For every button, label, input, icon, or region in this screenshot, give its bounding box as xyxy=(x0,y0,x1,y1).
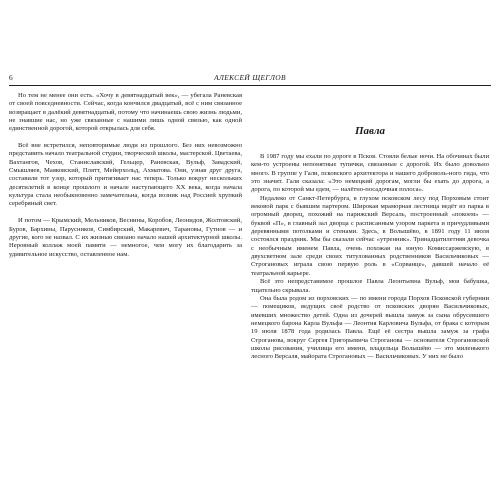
paragraph: Всё это непредставимое прошлое Павла Леонтьевна Вульф, моя бабушка, тщательно скрывала. xyxy=(251,278,489,294)
paragraph: В 1987 году мы ехали по дороге в Псков. Стояли белые ночи. На обочинах были кем-то устроены непонятные тупички, связанные с дорогой. Их было довольно много. В группе у Гали, псковского архитектора и нашего доброволь-ного гида, что это значит. Галя сказала: «Это немецкий дорогам, могли бы ехать до дорога, а дорога, по которой мы едем, — налётно-посадочная полоса». xyxy=(251,153,489,194)
running-title: АЛЕКСЕЙ ЩЕГЛОВ xyxy=(214,73,286,82)
chapter-title: Павла xyxy=(354,125,386,137)
paragraph: И потом — Крымский, Мельников, Веснины, Коробов, Леонидов, Жолтовский, Буров, Бархины, Парусников, Симбирский, Макаревич, Тарановы, Гутнов — и другие, кого не назвал. С их жизнью связано начало нашей архитектурной школы. Неровный коллаж моей памяти — немногое, чем могу их благодарить за удивительное искусство, оставленное нам. xyxy=(9,217,242,258)
left-column xyxy=(9,92,242,259)
paragraph: Всё вне встретился, неповторимые люди из прошлого. Без них невозможно представить начало театральной студии, творческой школы, мастерской. Цветаева, Вахтангов, Чехов, Станиславский, Гельцер, Раневская, Вульф, Завадский, Смышляев, Маяковский, Плятт, Мейерхольд, Ахматова. Они, узнав друг друга, составили тот узор, который притягивает нас теперь. Только вокруг нескольких десятилетий в конце прошлого и начале наступающего XX века, когда начала культура стала необыкновенно замечательна, когда возник над Россией хрупкий серебряный свет. xyxy=(9,142,242,208)
paragraph: Но тем не менее они есть. «Хочу в девятнадцатый век», — убегала Раневская от своей повседневности. Сейчас, когда кончился двадцатый, всё с ним связанное возвращает в далёкий девятнадцатый, потому что начинаешь свою жизнь людьми, не знавшие нас, но уже связанные с нашими лишь одной связью, как одной единственной дорогой, которой открылась для себя. xyxy=(9,92,242,133)
paragraph: Она была родом из порховских — по имени города Порхов Псковской губернии — помещиков, ведущих своё родство от псковских дворян Васильчиковых, имевших множество детей. Одна из дочерей вышла замуж за сына обрусевшего немецкого барона Карла Вульфа — Леонтия Карловича Вульфа, от брака с которым 19 июля 1878 года родилась Павла. Ещё её сестра вышла замуж за графа Строганова, вокруг Сергея Григорьевича Строганова — основателя Строгановской школы рисования, училища его имени, владельца Волышёво — это миленького лесного Версаля, майората Строгановых — Васильчиковых. У них не было xyxy=(251,294,489,361)
paragraph: Недалеко от Санкт-Петербурга, в глухом псковском лесу под Порховым стоит вековой парк с бывшим партером. Широкая мраморная лестница ведёт из парка в огромный дворец, похожий на парижский Версаль, построенный «покоем» — буквой «П», в главный зал дворца с расписанным узором паркета и причудливыми деревянными потолками и стенами. Здесь, в Волышёво, в 1891 году 11 июля состоялся праздник. Мы бы сказали сейчас «утренник». Тринадцатилетняя девочка с необычным именем Павла, очень похожая на юную Комиссаржевскую, в двухсветном зале среди своих титулованных родственников Васильчиковых — Строгановых играла свою первую роль в «Сорванце», давшей начало её театральной карьере. xyxy=(251,194,489,277)
running-header xyxy=(9,73,491,86)
right-column xyxy=(251,153,489,362)
page-number: 6 xyxy=(9,73,13,82)
